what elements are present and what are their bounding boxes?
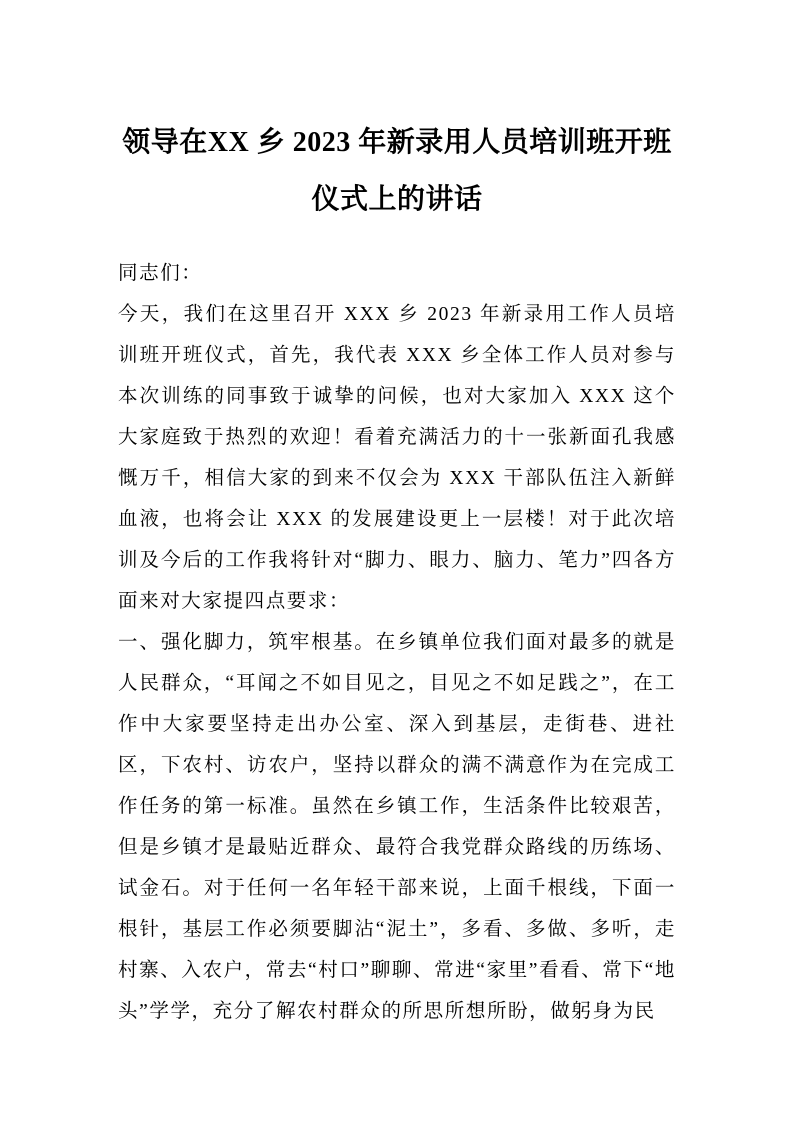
intro-paragraph: 今天，我们在这里召开 XXX 乡 2023 年新录用工作人员培训班开班仪式，首先，我代表 XXX 乡全体工作人员对参与本次训练的同事致于诚挚的问候，也对大家加入 XXX 这个大家庭致于热烈的欢迎！看着充满活力的十一张新面孔我感慨万千，相信大家的到来不仅会为 XXX 干部队伍注入新鲜血液，也将会让 XXX 的发展建设更上一层楼！对于此次培训及今后的工作我将针对“脚力、眼力、脑力、笔力”四各方面来对大家提四点要求： bbox=[118, 304, 676, 612]
document-body bbox=[118, 253, 676, 1032]
title-line-2: 仪式上的讲话 bbox=[311, 184, 483, 215]
document-title bbox=[118, 114, 676, 228]
title-line-1: 领导在XX 乡 2023 年新录用人员培训班开班 bbox=[122, 127, 672, 158]
point-one-paragraph: 一、强化脚力，筑牢根基。在乡镇单位我们面对最多的就是人民群众，“耳闻之不如目见之，目见之不如足践之”，在工作中大家要坚持走出办公室、深入到基层，走街巷、进社区，下农村、访农户，坚持以群众的满不满意作为在完成工作任务的第一标准。虽然在乡镇工作，生活条件比较艰苦，但是乡镇才是最贴近群众、最符合我党群众路线的历练场、试金石。对于任何一名年轻干部来说，上面千根线，下面一根针，基层工作必须要脚沾“泥土”，多看、多做、多听，走村寨、入农户，常去“村口”聊聊、常进“家里”看看、常下“地头”学学，充分了解农村群众的所思所想所盼，做躬身为民 bbox=[118, 632, 676, 1022]
salutation-paragraph: 同志们： bbox=[118, 263, 203, 284]
